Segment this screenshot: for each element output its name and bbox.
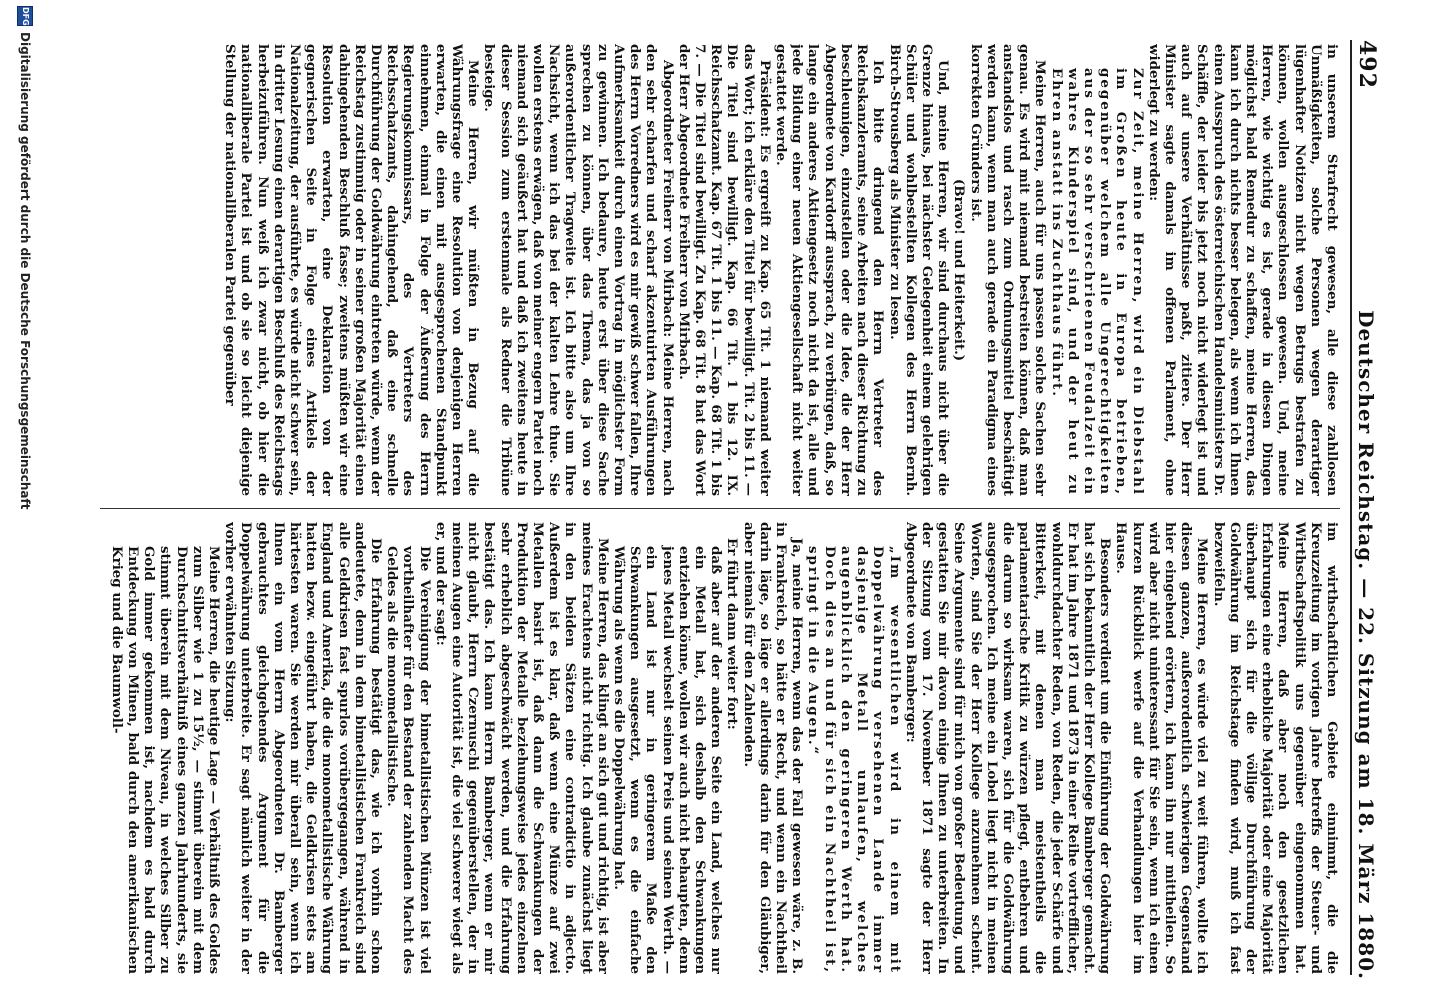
left-column — [100, 44, 1340, 496]
quotation: daß aber auf der anderen Seite ein Land, welches nur ein Metall hat, sich deshalb den Schwankungen entziehen könne, wollen wir auch nicht behaupten, denn jenes Metall wechselt seinen Preis und seinen Werth. — ein Land ist nur in geringerem Maße den Schwankungen ausgesetzt, wenn es die einfache Währung als wenn es die Doppelwährung hat. — [611, 546, 725, 974]
paragraph: Meine Herren, auch für uns passen solche Sachen sehr genau. Es wird mit niemand bestreiten können, daß man anstandslos und rasch zum Ordnungsmittel beschäftigt werden kann, wenn man auch gerade ein Paradigma eines korrekten Gründers ist. — [967, 44, 1049, 496]
speech-paragraph: Abgeordneter Freiherr von Mirbach: Meine Herren, nach den sehr scharfen und scharf akzentuirten Ausführungen des Herrn Vorredners wird es mir gewiß schwer fallen, Ihre Aufmerksamkeit durch einen Vortrag in möglichster Form zu gewinnen. Ich bedaure, heute erst über diese Sache sprechen zu können, über das Thema, das ja von so außerordentlicher Tragweite ist. Ich bitte also um Ihre Nachsicht, wenn ich das bei der kalten Lehre thue. Sie wollen erstens erwägen, daß von meiner engern Partei noch niemand sich geäußert hat und daß ich zweitens heute in dieser Session zum erstenmale als Redner die Tribüne besteige. — [481, 44, 676, 496]
dfg-logo-icon: DFG — [17, 6, 33, 26]
paragraph: Ich bitte dringend den Herrn Vertreter des Reichskanzleramts, seine Arbeiten nach dieser Richtung zu beschleunigen, einzustellen oder die Idee, die der Herr Abgeordnete von Kardorff aussprach, zu verbürgen, daß, so lange ein anderes Aktiengesetz noch nicht da ist, alle und jede Bildung einer neuen Aktiengesellschaft nicht weiter gestattet werde. — [773, 44, 887, 496]
quotation: Meine Herren, die heutige Lage — Verhältniß des Goldes zum Silber wie 1 zu 15½, — stimmt überein mit dem Durchschnittsverhältniß eines ganzen Jahrhunderts, sie stimmt überein mit dem Niveau, in welches Silber zu Gold immer gekommen ist, nachdem es bald durch Entdeckung von Minen, bald durch den amerikanischen Krieg und die Baumwoll- — [108, 546, 222, 974]
page-header — [1354, 40, 1402, 980]
paragraph: Ja, meine Herren, wenn das der Fall gewesen wäre, z. B. in Frankreich, so hätte er Recht, und wenn ein Nachtheil darin läge, so läge er allerdings darin für den Gläubiger, aber niemals für den Zahlenden. — [740, 522, 806, 974]
paragraph: Meine Herren, das klingt an sich gut und richtig, ist aber meines Erachtens nicht richtig. Ich glaube zunächst liegt in den beiden Sätzen eine contradictio in adjecto. Außerdem ist es klar, daß wenn eine Münze auf zwei Metallen basirt ist, daß dann die Schwankungen der Produktion der Metalle beziehungsweise jedes einzelnen sehr erheblich abgeschwächt werden, und die Erfahrung bestätigt das. Ich kann Herrn Bamberger, wenn er mir nicht glaubt, Herrn Czernuschi gegenüberstellen, der in meinen Augen eine Autorität ist, die viel schwerer wiegt als er, und der sagt: — [432, 522, 611, 974]
quotation: „Im wesentlichen wird in einem mit Doppelwährung versehenen Lande immer dasjenige Metall umlaufen, welches augenblicklich den geringeren Werth hat. Doch dies an und für sich ein Nachtheil ist, springt in die Augen.“ — [805, 546, 903, 974]
paragraph: Meine Herren, es würde viel zu weit führen, wollte ich diesen ganzen, außerordentlich schwierigen Gegenstand hier eingehend erörtern, ich kann ihn nur mittheilen. So wird aber nicht uninteressant für Sie sein, wenn ich einen kurzen Rückblick werfe auf die Verhandlungen hier im Hause. — [1113, 522, 1211, 974]
paragraph: im wirthschaftlichen Gebiete einnimmt, die die Kreuzzeitung im vorigen Jahre betreffs der Steuer- und Wirthschaftspolitik uns gegenüber eingenommen hat. Meine Herren, daß aber noch den gesetzlichen Erfahrungen eine erhebliche Majorität oder eine Majorität überhaupt sich für die völlige Durchführung der Goldwährung im Reichstage finden wird, muß ich fast bezweifeln. — [1210, 522, 1340, 974]
digitization-note: Digitalisierung gefördert durch die Deutsche Forschungsgemeinschaft — [18, 32, 32, 510]
speech-paragraph: Meine Herren, wir müßten in Bezug auf die Währungsfrage eine Resolution von denjenigen Herren erwarten, die einen mit ausgesprochenen Standpunkt einnehmen, einmal in Folge der Äußerung des Herrn Regierungskommissars, des Vertreters des Reichsschatzamts, dahingehend, daß eine schnelle Durchführung der Goldwährung eintreten würde, wenn der Reichstag zustimmig oder in seiner großen Majorität einen dahingehenden Beschluß fasse; zweitens müßten wir eine Resolution erwarten, eine Deklaration von der gegnerischen Seite in Folge eines Artikels der Nationalzeitung, der ausführte, es würde nicht schwer sein, in dritter Lesung einen derartigen Beschluß des Reichstags herbeizuführen. Nun weiß ich zwar nicht, ob hier die nationalliberale Partei ist und ob sie so leicht diejenige Stellung der nationalliberalen Partei gegenüber — [222, 44, 482, 496]
header-rule — [1350, 40, 1352, 975]
paragraph: Besonders verdient um die Einführung der Goldwährung hat sich bekanntlich der Herr Kollege Bamberger gemacht. Er hat im Jahre 1871 und 1873 in einer Reihe vortrefflicher, wohldurchdachter Reden, von Reden, die jeder Schärfe und Bitterkeit, mit denen man meistentheils die parlamentarische Kritik zu würzen pflegt, entbehren und die darum so wirksam waren, sich für die Goldwährung ausgesprochen. Ich meine ein Lobel liegt nicht in meinen Worten, sind Sie der Herr Kollege anzunehmen scheint. Seine Argumente sind für mich von großer Bedeutung, und gestatten Sie mir davon einige Ihnen zu unterbreiten. In der Sitzung vom 17. November 1871 sagte der Herr Abgeordnete von Bamberger: — [902, 522, 1114, 974]
digitization-footer — [14, 0, 36, 1006]
president-remarks: Präsident: Es ergreift zu Kap. 65 Tit. 1 niemand weiter das Wort; ich erkläre den Titel für bewilligt. Tit. 2 bis 11. — Die Titel sind bewilligt. Kap. 66 Tit. 1 bis 12. IX. Reichsschatzamt. Kap. 67 Tit. 1 bis 11. — Kap. 68 Tit. 1 bis 7. — Die Titel sind bewilligt. Zu Kap. 68 Tit. 8 hat das Wort der Herr Abgeordnete Freiherr von Mirbach. — [675, 44, 773, 496]
interjection: (Bravo! und Heiterkeit.) — [951, 178, 968, 362]
paragraph: Und, meine Herren, wir sind durchaus nicht über die Grenze hinaus, bei nächster Gelegenheit einem gelehrigen Schüler und wohlbestellten Kollegen des Herrn Bernh. Birch-Strousberg als Minister zu lesen. — [886, 44, 952, 496]
quotation: Zur Zeit, meine Herren, wird ein Diebstahl im Großen heute in Europa betrieben, gegenüber welchem alle Ungerechtigkeiten aus der so sehr verschrieenen Feudalzeit ein wahres Kinderspiel sind, und der heut zu Ehren anstatt ins Zuchthaus führt. — [1048, 68, 1146, 496]
column-divider — [100, 508, 1340, 509]
right-column — [100, 522, 1340, 974]
paragraph: Er führt dann weiter fort: — [724, 538, 741, 730]
paragraph: in unserem Strafrecht gewesen, alle diese zahllosen Unmäßigkeiten, solche Personen wegen derartiger lügenhafter Notizen nicht wegen Betrugs bestrafen zu können, wollen ausgeschlossen gewesen. Und, meine Herren, wie wichtig es ist, gerade in diesen Dingen möglichst bald Remedur zu schaffen, meine Herren, das kann ich durch nichts besser belegen, als wenn ich Ihnen einen Ausspruch des österreichischen Handelsministers Dr. Schäffle, der leider bis jetzt noch nicht widerlegt ist und auch auf unsere Verhältnisse paßt, zitiere. Der Herr Minister sagte damals im offenen Parlament, ohne widerlegt zu werden: — [1145, 44, 1340, 496]
quotation: Die Vereinigung der bimetallistischen Münzen ist viel vortheilhafter für den Bestand der zahlenden Macht des Geldes als die monometallistische. — [384, 546, 433, 974]
page-number: 492 — [1354, 40, 1380, 89]
page-title: Deutscher Reichstag. — 22. Sitzung am 18. März 1880. — [1354, 310, 1378, 980]
paragraph: Die Erfahrung bestätigt das, wie ich vorhin schon andeutete, denn in dem bimetallistischen Frankreich sind alle Geldkrisen fast spurlos vorübergegangen, während in England und Amerika, die die monometallistische Währung hatten bezw. eingeführt haben, die Geldkrisen stets am härtesten waren. Sie werden mir überall sein, wenn ich Ihnen ein vom Herrn Abgeordneten Dr. Bamberger gebrauchtes gleichgehendes Argument für die Doppelwährung unterbreite. Er sagt nämlich weiter in der vorher erwähnten Sitzung: — [222, 522, 385, 974]
